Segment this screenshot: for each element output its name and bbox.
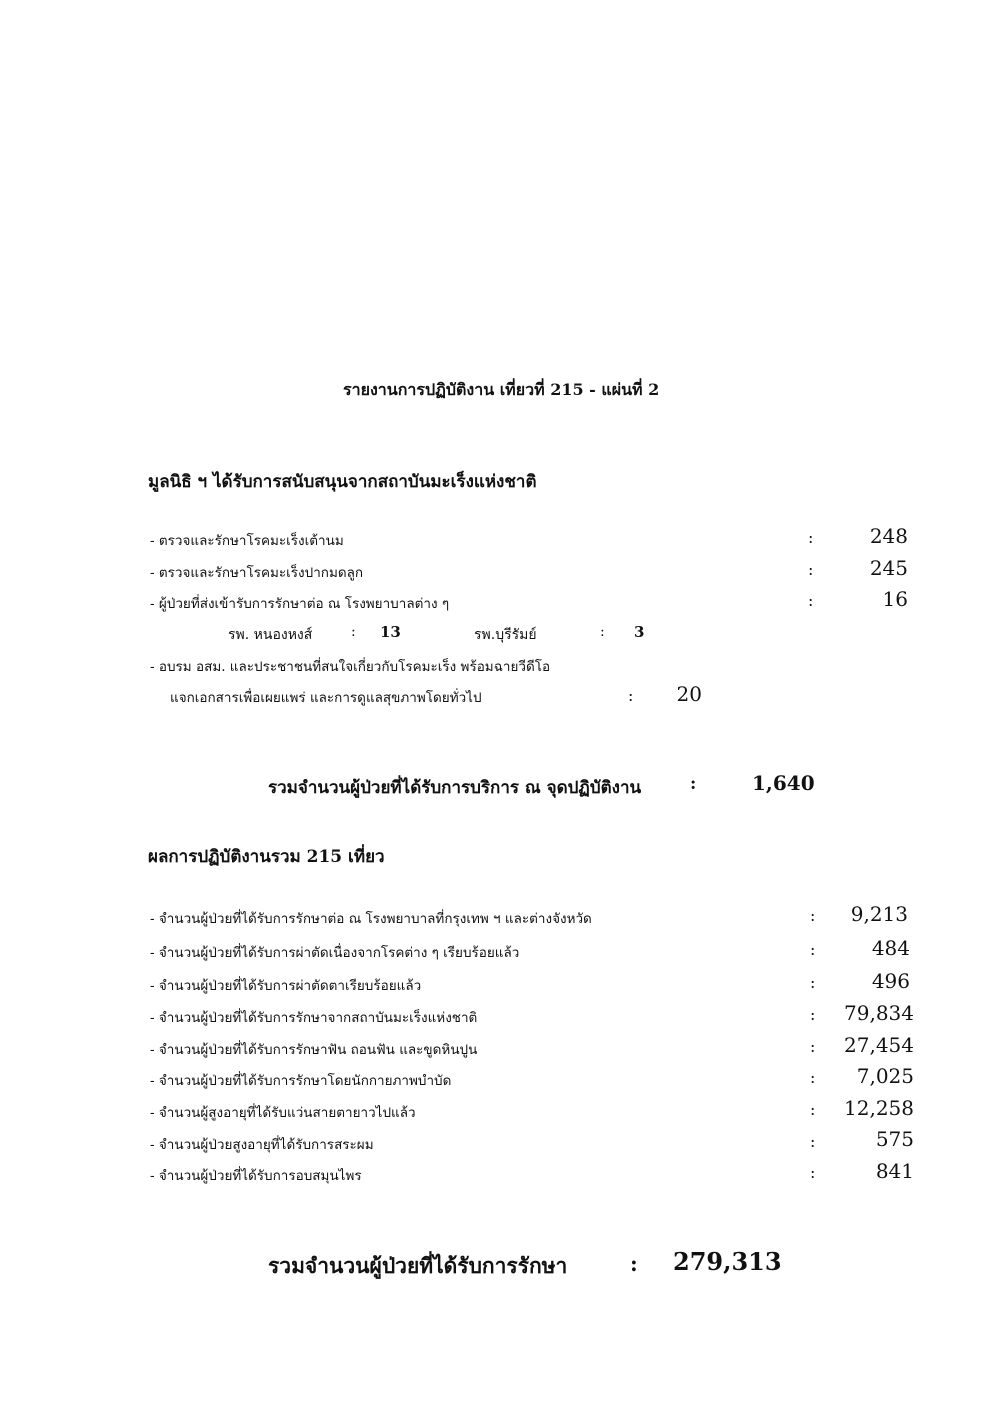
list-item-colon: : <box>808 560 814 579</box>
list-item-colon: : <box>810 1068 816 1087</box>
hospital-name: รพ.บุรีรัมย์ <box>474 627 537 643</box>
list-item-colon: : <box>808 528 814 547</box>
list-item-colon: : <box>810 973 816 992</box>
list-item-value: 245 <box>869 556 908 580</box>
list-item-label: - จำนวนผู้ป่วยที่ได้รับการรักษาต่อ ณ โรงพยาบาลที่กรุงเทพ ฯ และต่างจังหวัด <box>150 911 592 927</box>
list-item-value: 248 <box>869 524 908 548</box>
list-item-label: - ตรวจและรักษาโรคมะเร็งปากมดลูก <box>150 565 364 581</box>
list-item-label: - จำนวนผู้ป่วยที่ได้รับการรักษาโดยนักกายภาพบำบัด <box>150 1073 452 1089</box>
training-value: 20 <box>676 682 702 706</box>
list-item-value: 27,454 <box>844 1033 914 1057</box>
list-item-value: 7,025 <box>856 1064 914 1088</box>
training-colon: : <box>628 686 634 705</box>
hospital-name: รพ. หนองหงส์ <box>228 627 313 643</box>
service-total-label: รวมจำนวนผู้ป่วยที่ได้รับการบริการ ณ จุดปฏิบัติงาน <box>268 778 642 798</box>
list-item-value: 575 <box>875 1127 914 1151</box>
list-item-colon: : <box>810 1037 816 1056</box>
list-item-label: - จำนวนผู้ป่วยสูงอายุที่ได้รับการสระผม <box>150 1137 374 1153</box>
list-item-label: - จำนวนผู้สูงอายุที่ได้รับแว่นสายตายาวไปแล้ว <box>150 1105 416 1121</box>
list-item-label: - ผู้ป่วยที่ส่งเข้ารับการรักษาต่อ ณ โรงพยาบาลต่าง ๆ <box>150 596 450 612</box>
hospital-value: 3 <box>634 623 645 641</box>
list-item-label: - จำนวนผู้ป่วยที่ได้รับการผ่าตัดเนื่องจากโรคต่าง ๆ เรียบร้อยแล้ว <box>150 945 520 961</box>
list-item-label: - ตรวจและรักษาโรคมะเร็งเต้านม <box>150 533 344 549</box>
hospital-colon: : <box>351 624 356 640</box>
list-item-colon: : <box>810 1005 816 1024</box>
page-title: รายงานการปฏิบัติงาน เที่ยวที่ 215 - แผ่นที่ 2 <box>343 380 660 399</box>
list-item-colon: : <box>810 1100 816 1119</box>
training-line1: - อบรม อสม. และประชาชนที่สนใจเกี่ยวกับโรคมะเร็ง พร้อมฉายวีดีโอ <box>150 659 551 675</box>
list-item-label: - จำนวนผู้ป่วยที่ได้รับการรักษาจากสถาบันมะเร็งแห่งชาติ <box>150 1010 478 1026</box>
list-item-colon: : <box>808 591 814 610</box>
service-total-colon: : <box>690 774 697 794</box>
list-item-value: 496 <box>871 969 910 993</box>
list-item-label: - จำนวนผู้ป่วยที่ได้รับการรักษาฟัน ถอนฟัน และขูดหินปูน <box>150 1042 478 1058</box>
list-item-colon: : <box>810 940 816 959</box>
list-item-colon: : <box>810 906 816 925</box>
section2-heading: ผลการปฏิบัติงานรวม 215 เที่ยว <box>148 847 385 867</box>
list-item-value: 16 <box>882 587 908 611</box>
list-item-value: 12,258 <box>844 1096 914 1120</box>
hospital-value: 13 <box>380 623 401 641</box>
list-item-colon: : <box>810 1163 816 1182</box>
list-item-value: 79,834 <box>844 1001 914 1025</box>
grand-total-value: 279,313 <box>673 1247 782 1276</box>
list-item-value: 841 <box>875 1159 914 1183</box>
list-item-label: - จำนวนผู้ป่วยที่ได้รับการผ่าตัดตาเรียบร้อยแล้ว <box>150 978 422 994</box>
grand-total-label: รวมจำนวนผู้ป่วยที่ได้รับการรักษา <box>268 1253 568 1278</box>
grand-total-colon: : <box>630 1251 638 1276</box>
training-line2: แจกเอกสารเพื่อเผยแพร่ และการดูแลสุขภาพโดยทั่วไป <box>170 690 482 706</box>
list-item-colon: : <box>810 1132 816 1151</box>
hospital-colon: : <box>600 624 605 640</box>
list-item-label: - จำนวนผู้ป่วยที่ได้รับการอบสมุนไพร <box>150 1168 362 1184</box>
service-total-value: 1,640 <box>752 771 815 795</box>
list-item-value: 9,213 <box>850 902 908 926</box>
list-item-value: 484 <box>871 936 910 960</box>
section1-heading: มูลนิธิ ฯ ได้รับการสนับสนุนจากสถาบันมะเร็งแห่งชาติ <box>148 472 537 492</box>
